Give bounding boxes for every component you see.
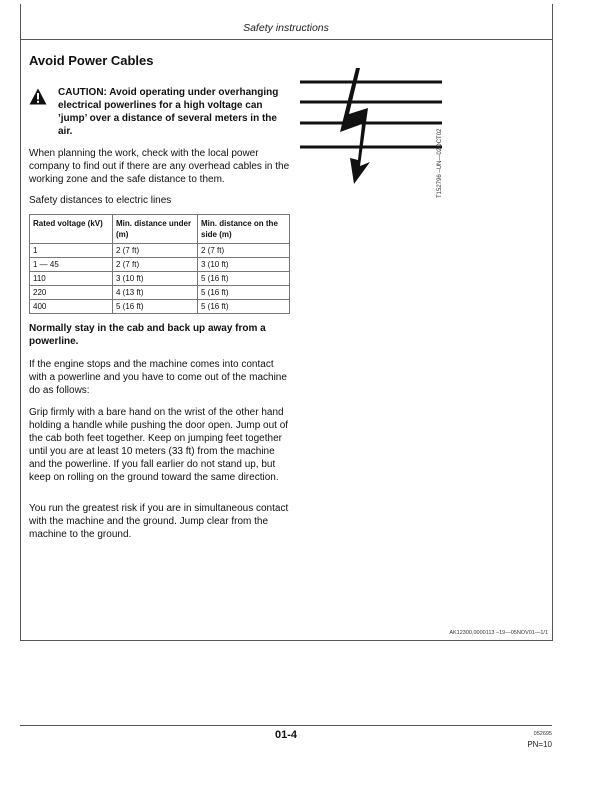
intro-paragraph: When planning the work, check with the local power company to find out if there are any overhead cables in the working zone and the safe distance to them.	[29, 148, 290, 185]
column-header: Rated voltage (kV)	[30, 215, 113, 244]
table-cell: 5 (16 ft)	[198, 286, 290, 300]
table-cell: 5 (16 ft)	[198, 272, 290, 286]
column-header: Min. distance under (m)	[113, 215, 198, 244]
table-row	[30, 244, 290, 258]
column-header: Min. distance on the side (m)	[198, 215, 290, 244]
table-row	[30, 300, 290, 314]
table-cell: 110	[30, 272, 113, 286]
engine-stops-paragraph: If the engine stops and the machine comes into contact with a powerline and you have to come out of the machine do as follows:	[29, 359, 287, 396]
figure-code: T152796 –UN—02OCT02	[437, 128, 443, 198]
table-row	[30, 272, 290, 286]
table-cell: 2 (7 ft)	[113, 258, 198, 272]
table-cell: 2 (7 ft)	[198, 244, 290, 258]
table-header-row	[30, 215, 290, 244]
table-cell: 3 (10 ft)	[113, 272, 198, 286]
caution-text: CAUTION: Avoid operating under overhanging electrical powerlines for a high voltage can ’jump’ over a distance of several meters in the air.	[58, 87, 279, 137]
table-cell: 2 (7 ft)	[113, 244, 198, 258]
safety-distance-table	[29, 214, 290, 314]
table-cell: 400	[30, 300, 113, 314]
table-caption: Safety distances to electric lines	[29, 195, 172, 206]
table-cell: 4 (13 ft)	[113, 286, 198, 300]
reference-code: AK12300,0000113 –19—05NOV01—1/1	[449, 630, 548, 636]
footer-date-code: 052695	[533, 731, 552, 737]
table-cell: 3 (10 ft)	[198, 258, 290, 272]
section-title: Avoid Power Cables	[29, 53, 154, 68]
table-cell: 1	[30, 244, 113, 258]
table-cell: 5 (16 ft)	[198, 300, 290, 314]
table-row	[30, 286, 290, 300]
table-cell: 5 (16 ft)	[113, 300, 198, 314]
page-number: 01-4	[275, 729, 298, 741]
table-row	[30, 258, 290, 272]
table-cell: 1 — 45	[30, 258, 113, 272]
risk-paragraph: You run the greatest risk if you are in simultaneous contact with the machine and the ground. Jump clear from the machine to the ground.	[29, 503, 289, 540]
grip-paragraph: Grip firmly with a bare hand on the wrist of the other hand holding a handle while pushing the door open. Jump out of the cab both feet together. Keep on jumping feet together until you are at least 10 meters (33 ft) from the machine and the powerline. If you fall earlier do not stand up, but keep on rolling on the ground toward the same direction.	[29, 407, 289, 483]
header-divider	[20, 39, 552, 40]
header-title: Safety instructions	[243, 22, 329, 34]
bold-instruction: Normally stay in the cab and back up away from a powerline.	[29, 323, 266, 347]
high-voltage-lightning-icon	[296, 62, 444, 192]
footer-pn: PN=10	[527, 740, 552, 749]
warning-triangle-icon	[29, 88, 47, 105]
footer-divider	[20, 725, 552, 726]
table-cell: 220	[30, 286, 113, 300]
